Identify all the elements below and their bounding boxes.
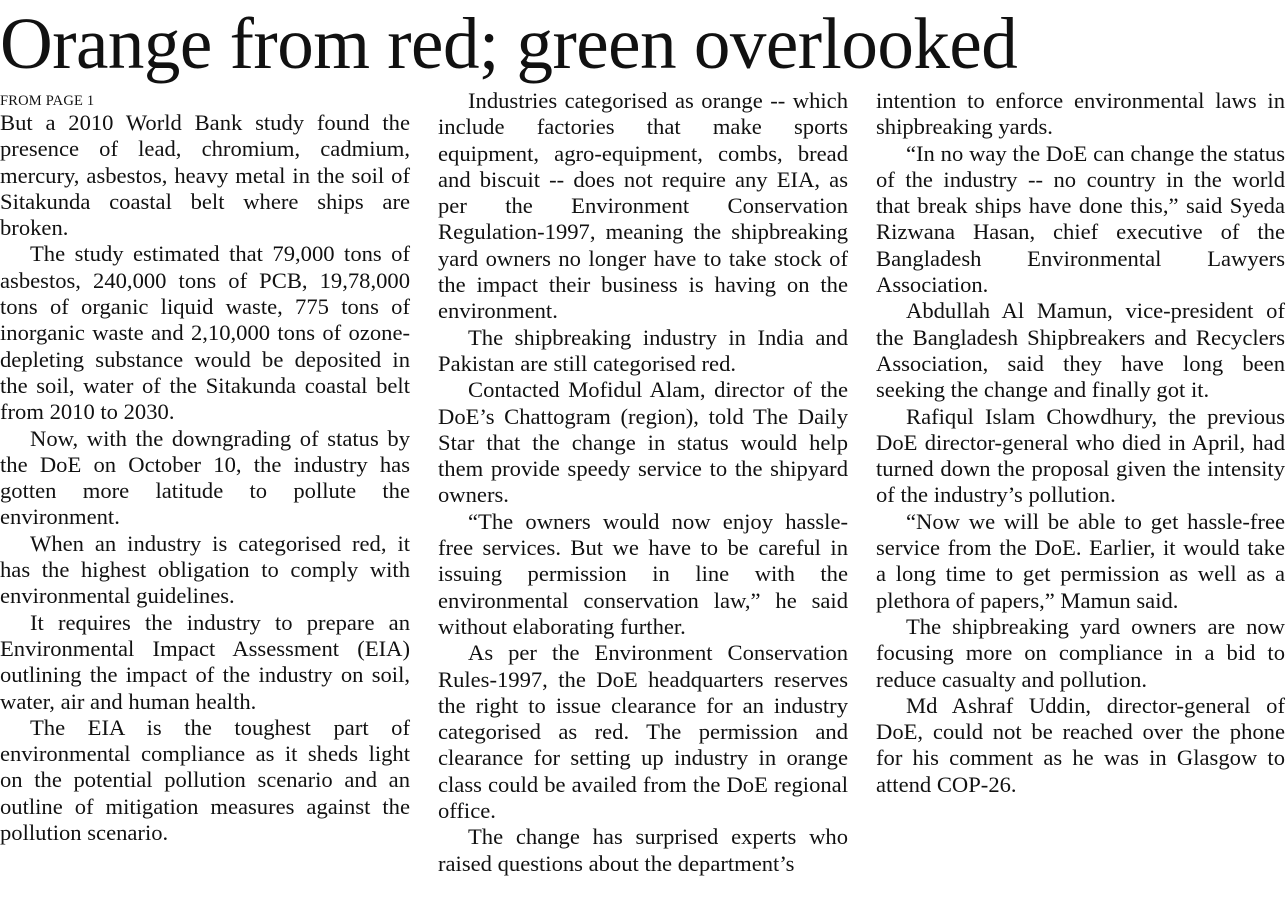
- paragraph: The EIA is the toughest part of environmental compliance as it sheds light on the potential pollution scenario and an outline of mitigation measures against the pollution scenario.: [0, 714, 410, 846]
- article-column-1: [0, 88, 410, 846]
- paragraph: Md Ashraf Uddin, director-general of DoE, could not be reached over the phone for his comment as he was in Glasgow to attend COP-26.: [876, 692, 1285, 797]
- paragraph: intention to enforce environmental laws in shipbreaking yards.: [876, 88, 1285, 140]
- paragraph: Industries categorised as orange -- which include factories that make sports equipment, agro-equipment, combs, bread and biscuit -- does not require any EIA, as per the Environment Conservation Regulation-1997, meaning the shipbreaking yard owners no longer have to take stock of the impact their business is having on the environment.: [438, 88, 848, 324]
- paragraph: The shipbreaking yard owners are now focusing more on compliance in a bid to reduce casualty and pollution.: [876, 613, 1285, 692]
- paragraph: The shipbreaking industry in India and Pakistan are still categorised red.: [438, 324, 848, 376]
- paragraph: “In no way the DoE can change the status of the industry -- no country in the world that break ships have done this,” said Syeda Rizwana Hasan, chief executive of the Bangladesh Environmental Lawyers Association.: [876, 140, 1285, 298]
- paragraph: Abdullah Al Mamun, vice-president of the Bangladesh Shipbreakers and Recyclers Association, said they have long been seeking the change and finally got it.: [876, 298, 1285, 403]
- paragraph: Now, with the downgrading of status by the DoE on October 10, the industry has gotten more latitude to pollute the environment.: [0, 425, 410, 530]
- paragraph: “The owners would now enjoy hassle-free services. But we have to be careful in issuing permission in line with the environmental conservation law,” he said without elaborating further.: [438, 508, 848, 639]
- paragraph: “Now we will be able to get hassle-free service from the DoE. Earlier, it would take a long time to get permission as well as a plethora of papers,” Mamun said.: [876, 508, 1285, 613]
- paragraph: It requires the industry to prepare an Environmental Impact Assessment (EIA) outlining the impact of the industry on soil, water, air and human health.: [0, 609, 410, 714]
- jump-line: FROM PAGE 1: [0, 93, 95, 109]
- paragraph: As per the Environment Conservation Rules-1997, the DoE headquarters reserves the right to issue clearance for an industry categorised as red. The permission and clearance for setting up industry in orange class could be availed from the DoE regional office.: [438, 640, 848, 824]
- paragraph: But a 2010 World Bank study found the presence of lead, chromium, cadmium, mercury, asbestos, heavy metal in the soil of Sitakunda coastal belt where ships are broken.: [0, 110, 410, 241]
- paragraph: The change has surprised experts who raised questions about the department’s: [438, 824, 848, 876]
- article-column-2: [438, 88, 848, 877]
- headline: Orange from red; green overlooked: [0, 3, 1018, 84]
- paragraph: The study estimated that 79,000 tons of asbestos, 240,000 tons of PCB, 19,78,000 tons of organic liquid waste, 775 tons of inorganic waste and 2,10,000 tons of ozone-depleting substance would be deposited in the soil, water of the Sitakunda coastal belt from 2010 to 2030.: [0, 241, 410, 425]
- paragraph: Rafiqul Islam Chowdhury, the previous DoE director-general who died in April, had turned down the proposal given the intensity of the industry’s pollution.: [876, 403, 1285, 508]
- article-column-3: [876, 88, 1285, 798]
- paragraph: Contacted Mofidul Alam, director of the DoE’s Chattogram (region), told The Daily Star that the change in status would help them provide speedy service to the shipyard owners.: [438, 377, 848, 508]
- paragraph: When an industry is categorised red, it has the highest obligation to comply with environmental guidelines.: [0, 530, 410, 609]
